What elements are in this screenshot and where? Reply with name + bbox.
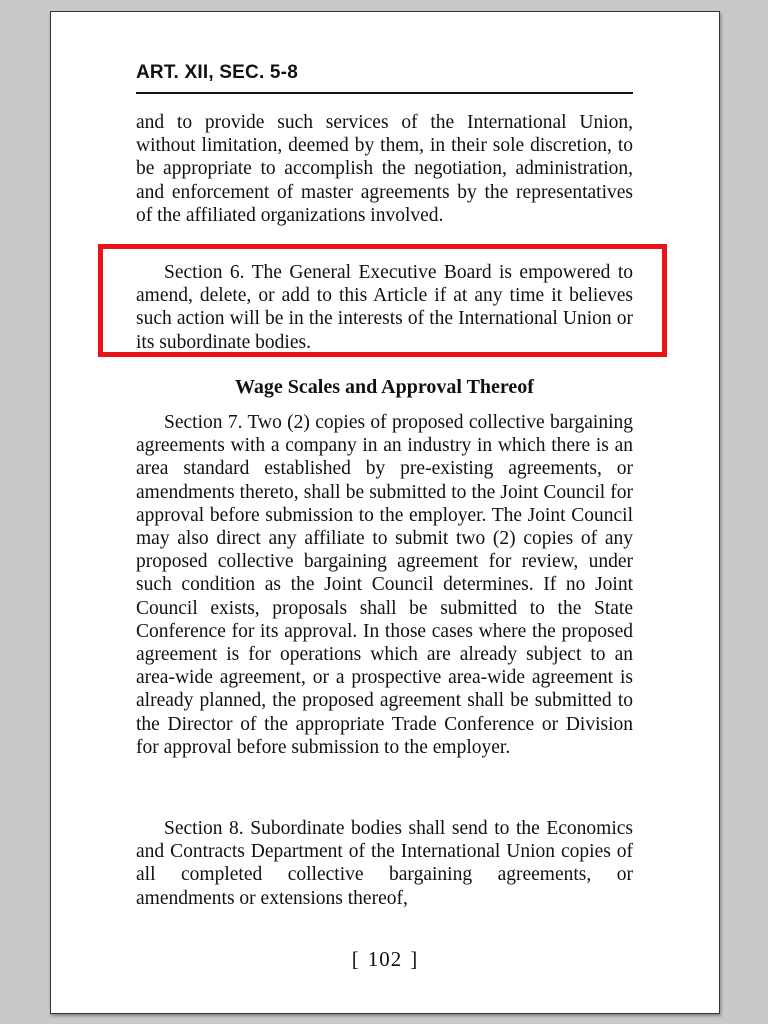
section-7-paragraph: Section 7. Two (2) copies of proposed collective bargaining agreements with a company in an industry in which there is an area standard established by pre-existing agreements, or amendments thereto, shall be submitted to the Joint Council for approval before submission to the employer. The Joint Council may also direct any affiliate to submit two (2) copies of any proposed collective bargaining agreement for review, under such condition as the Joint Council determines. If no Joint Council exists, proposals shall be submitted to the State Conference for its approval. In those cases where the proposed agreement is for operations which are already subject to an area-wide agreement, or a prospective area-wide agreement is already planned, the proposed agreement shall be submitted to the Director of the appropriate Trade Conference or Division for approval before submission to the employer.: [136, 412, 633, 758]
section-8-paragraph: Section 8. Subordinate bodies shall send to the Economics and Contracts Department of the International Union copies of all completed collective bargaining agreements, or amendments or extensions thereof,: [136, 818, 633, 909]
page-number: [51, 947, 719, 972]
header-rule: [136, 92, 633, 94]
page-number-bracket-open: [: [351, 947, 360, 971]
document-page: [50, 11, 720, 1014]
page-number-value: 102: [367, 947, 403, 971]
page-number-bracket-close: ]: [410, 947, 419, 971]
highlight-box: [98, 244, 667, 357]
running-header: ART. XII, SEC. 5-8: [136, 62, 298, 83]
continuation-paragraph: and to provide such services of the International Union, without limitation, deemed by them, in their sole discretion, to be appropriate to accomplish the negotiation, administration, and enforcement of master agreements by the representatives of the affiliated organizations involved.: [136, 112, 633, 226]
section-6-paragraph: Section 6. The General Executive Board is empowered to amend, delete, or add to this Article if at any time it believes such action will be in the interests of the International Union or its subordinate bodies.: [136, 262, 633, 353]
section-subheading: Wage Scales and Approval Thereof: [235, 376, 534, 398]
